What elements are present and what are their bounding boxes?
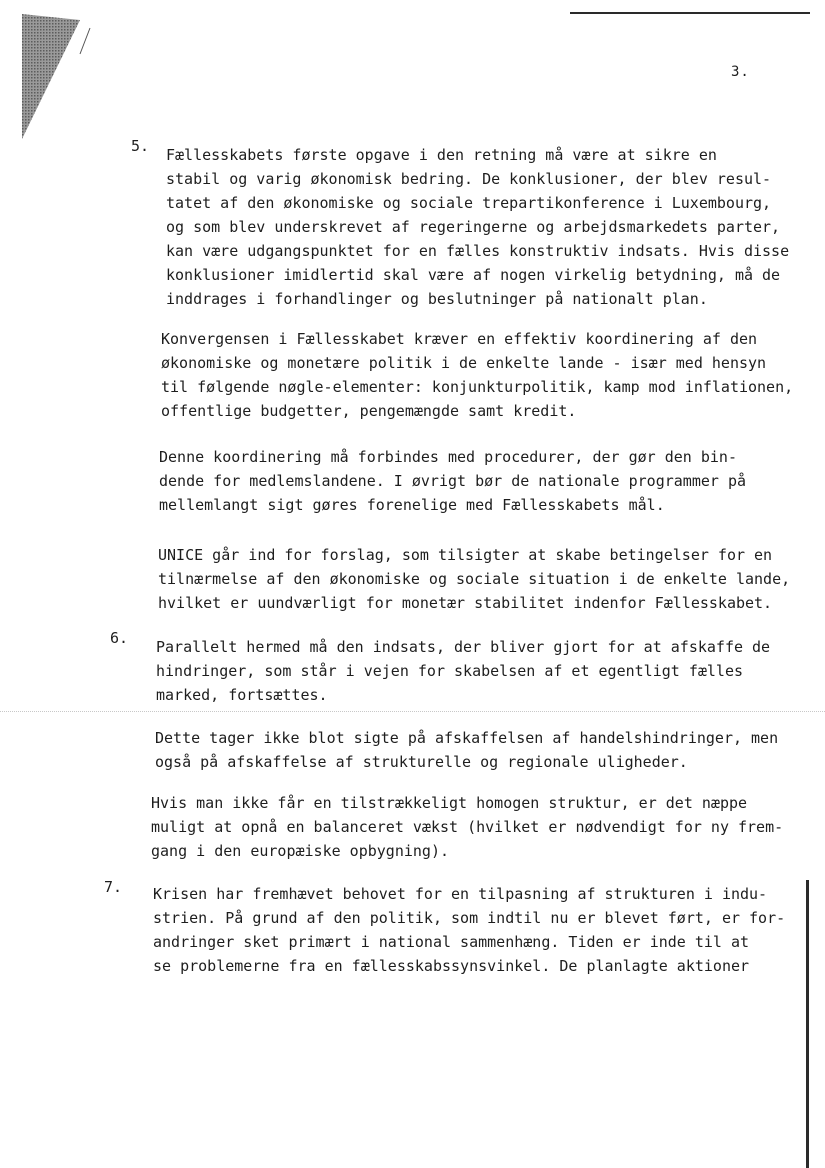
text-line: økonomiske og monetære politik i de enkelte lande - især med hensyn (161, 354, 767, 372)
text-line: offentlige budgetter, pengemængde samt kredit. (161, 402, 577, 420)
paragraph (155, 726, 778, 774)
paragraph (153, 882, 785, 978)
text-line: UNICE går ind for forslag, som tilsigter at skabe betingelser for en (158, 546, 773, 564)
text-line: hindringer, som står i vejen for skabelsen af et egentligt fælles (156, 662, 743, 680)
text-line: andringer sket primært i national sammenhæng. Tiden er inde til at (153, 933, 750, 951)
text-line: Fællesskabets første opgave i den retning må være at sikre en (166, 146, 717, 164)
text-line: kan være udgangspunktet for en fælles konstruktiv indsats. Hvis disse (166, 242, 790, 260)
text-line: Denne koordinering må forbindes med procedurer, der gør den bin- (159, 448, 737, 466)
text-line: tatet af den økonomiske og sociale trepartikonference i Luxembourg, (166, 194, 772, 212)
paragraph (159, 445, 746, 517)
text-line: mellemlangt sigt gøres forenelige med Fællesskabets mål. (159, 496, 665, 514)
paragraph (158, 543, 790, 615)
section-number: 5. (131, 137, 150, 155)
text-line: til følgende nøgle-elementer: konjunkturpolitik, kamp mod inflationen, (161, 378, 794, 396)
text-line: stabil og varig økonomisk bedring. De konklusioner, der blev resul- (166, 170, 772, 188)
text-line: konklusioner imidlertid skal være af nogen virkelig betydning, må de (166, 266, 781, 284)
scan-corner-shadow (22, 14, 92, 139)
text-line: inddrages i forhandlinger og beslutninger på nationalt plan. (166, 290, 708, 308)
paragraph (156, 635, 770, 707)
paragraph (166, 143, 789, 311)
text-line: hvilket er uundværligt for monetær stabilitet indenfor Fællesskabet. (158, 594, 773, 612)
text-line: Konvergensen i Fællesskabet kræver en effektiv koordinering af den (161, 330, 758, 348)
scan-fold-line (0, 711, 825, 712)
text-line: Hvis man ikke får en tilstrækkeligt homogen struktur, er det næppe (151, 794, 748, 812)
text-line: Dette tager ikke blot sigte på afskaffelsen af handelshindringer, men (155, 729, 779, 747)
text-line: marked, fortsættes. (156, 686, 328, 704)
text-line: Parallelt hermed må den indsats, der bliver gjort for at afskaffe de (156, 638, 771, 656)
text-line: se problemerne fra en fællesskabssynsvinkel. De planlagte aktioner (153, 957, 750, 975)
text-line: gang i den europæiske opbygning). (151, 842, 450, 860)
text-line: også på afskaffelse af strukturelle og regionale uligheder. (155, 753, 688, 771)
page-number: 3. (731, 64, 750, 80)
section-number: 6. (110, 629, 129, 647)
text-line: dende for medlemslandene. I øvrigt bør de nationale programmer på (159, 472, 746, 490)
paragraph (151, 791, 783, 863)
text-line: strien. På grund af den politik, som indtil nu er blevet ført, er for- (153, 909, 786, 927)
text-line: Krisen har fremhævet behovet for en tilpasning af strukturen i indu- (153, 885, 768, 903)
text-line: muligt at opnå en balanceret vækst (hvilket er nødvendigt for ny frem- (151, 818, 784, 836)
scan-right-edge-line (806, 880, 809, 1168)
section-number: 7. (104, 878, 123, 896)
text-line: tilnærmelse af den økonomiske og sociale situation i de enkelte lande, (158, 570, 791, 588)
text-line: og som blev underskrevet af regeringerne og arbejdsmarkedets parter, (166, 218, 781, 236)
scan-top-edge-line (570, 12, 810, 14)
paragraph (161, 327, 793, 423)
